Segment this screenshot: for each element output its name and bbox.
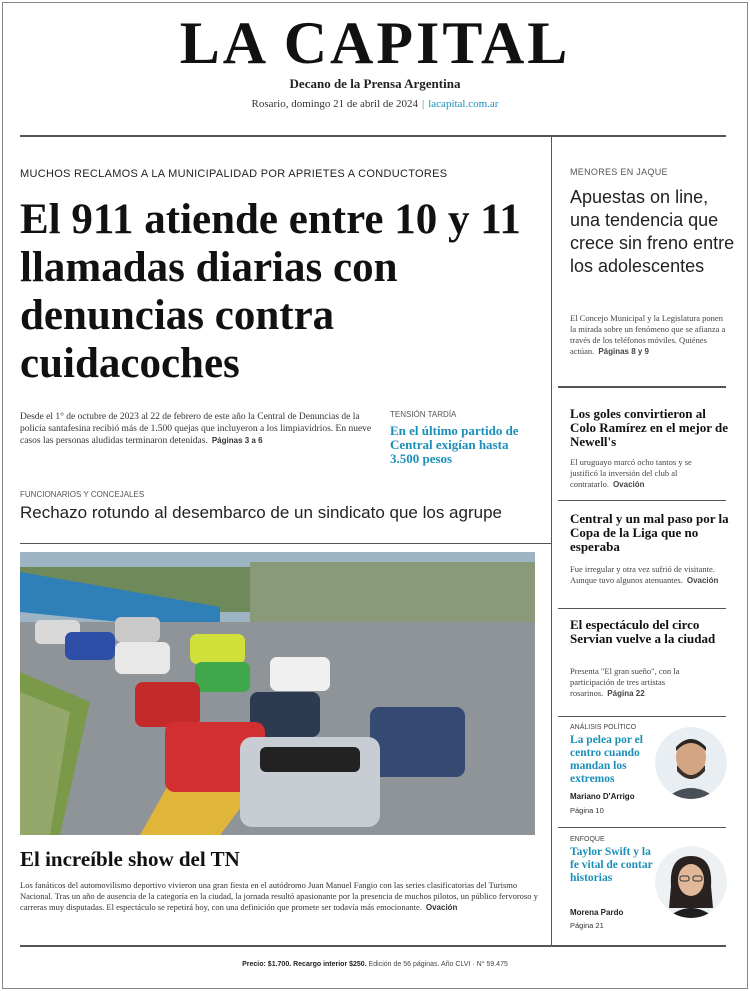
sub-story-kicker: FUNCIONARIOS Y CONCEJALES xyxy=(20,490,145,499)
column-2-kicker: ENFOQUE xyxy=(570,836,605,843)
lead-kicker: MUCHOS RECLAMOS A LA MUNICIPALIDAD POR APRIETES A CONDUCTORES xyxy=(20,168,448,180)
photo-story-page-ref: Ovación xyxy=(425,903,458,912)
rc-top-body-text: El Concejo Municipal y la Legislatura ponen la mirada sobre un fenómeno que se afianza a través de los teléfonos móviles. Quiénes actúan. xyxy=(570,313,726,356)
rc-story-3-page-ref: Página 22 xyxy=(607,689,645,698)
avatar-columnist-1 xyxy=(655,727,727,799)
photo-story-text: Los fanáticos del automovilismo deportivo vivieron una gran fiesta en el autódromo Juan Manuel Fangio con las series clasificatorias del Turismo Nacional. Tras un año de ausencia de la categoría en la ciudad, la jornada resultó apasionante por la presencia de muchos pilotos, un público fervoroso y carreras muy disputadas. El espectáculo se repetirá hoy, con una definición que promete ser todavía más emocionante. xyxy=(20,880,538,912)
rc-rule-1 xyxy=(558,386,726,388)
rc-story-1-body xyxy=(570,457,720,490)
race-photo[interactable] xyxy=(20,552,535,835)
column-2-author: Morena Pardo xyxy=(570,908,624,917)
lead-body xyxy=(20,411,380,447)
rc-story-2-body xyxy=(570,564,720,586)
bottom-rule xyxy=(20,945,726,947)
rc-rule-5 xyxy=(558,827,726,828)
footer xyxy=(0,961,750,968)
rc-story-3-headline[interactable]: El espectáculo del circo Servian vuelve a la ciudad xyxy=(570,617,716,646)
lead-body-text: Desde el 1° de octubre de 2023 al 22 de febrero de este año la Central de Denuncias de la policía santafesina recibió más de 1.500 quejas que incluyeron a los limpiavidrios. En nueve casos las personas aludidas terminaron detenidas. xyxy=(20,412,372,446)
sub-story-headline[interactable]: Rechazo rotundo al desembarco de un sindicato que los agrupe xyxy=(20,503,502,522)
footer-edition: Edición de 56 páginas. Año CLVI · N° 59.475 xyxy=(368,961,508,968)
dateline xyxy=(0,98,750,110)
rc-rule-2 xyxy=(558,500,726,501)
rc-story-2-page-ref: Ovación xyxy=(686,576,719,585)
rc-story-2-headline[interactable]: Central y un mal paso por la Copa de la Liga que no esperaba xyxy=(570,511,729,554)
site-link[interactable]: lacapital.com.ar xyxy=(428,98,499,110)
rc-rule-3 xyxy=(558,608,726,609)
rc-rule-4 xyxy=(558,716,726,717)
column-1-page-ref: Página 10 xyxy=(570,806,604,815)
lead-rule xyxy=(20,543,551,544)
side-story-kicker: TENSIÓN TARDÍA xyxy=(390,410,457,419)
column-1-kicker: ANÁLISIS POLÍTICO xyxy=(570,724,637,731)
column-1-headline[interactable]: La pelea por el centro cuando mandan los extremos xyxy=(570,734,643,785)
rc-top-kicker: MENORES EN JAQUE xyxy=(570,167,668,177)
column-2-headline[interactable]: Taylor Swift y la fe vital de contar historias xyxy=(570,846,653,884)
column-1-author: Mariano D'Arrigo xyxy=(570,792,635,801)
rc-story-2-text: Fue irregular y otra vez sufrió de visitante. Aunque tuvo algunos atenuantes. xyxy=(570,564,715,585)
column-2-page-ref: Página 21 xyxy=(570,921,604,930)
side-story-headline[interactable]: En el último partido de Central exigían hasta 3.500 pesos xyxy=(390,423,519,466)
avatar-columnist-2 xyxy=(655,846,727,918)
rc-story-3-text: Presenta "El gran sueño", con la participación de tres artistas rosarinos. xyxy=(570,666,680,698)
masthead-tagline: Decano de la Prensa Argentina xyxy=(289,76,461,91)
footer-surcharge: Recargo interior $250. xyxy=(293,961,367,968)
rc-top-body xyxy=(570,313,730,357)
top-rule xyxy=(20,135,726,137)
rc-story-1-text: El uruguayo marcó ocho tantos y se justificó la inversión del club al contratarlo. xyxy=(570,457,692,489)
rc-story-1-headline[interactable]: Los goles convirtieron al Colo Ramírez en el mejor de Newell's xyxy=(570,406,728,449)
race-photo-illustration xyxy=(20,552,535,835)
lead-page-ref: Páginas 3 a 6 xyxy=(211,436,263,445)
rc-story-3-body xyxy=(570,666,720,699)
rc-top-page-ref: Páginas 8 y 9 xyxy=(598,347,650,356)
footer-price: Precio: $1.700. xyxy=(242,961,292,968)
lead-headline[interactable]: El 911 atiende entre 10 y 11 llamadas diarias con denuncias contra cuidacoches xyxy=(20,196,521,387)
photo-story-body xyxy=(20,880,540,913)
edition-date: Rosario, domingo 21 de abril de 2024 xyxy=(251,98,419,110)
photo-story-headline[interactable]: El increíble show del TN xyxy=(20,847,240,871)
column-divider xyxy=(551,137,552,945)
rc-story-1-page-ref: Ovación xyxy=(612,480,645,489)
dateline-separator: | xyxy=(422,98,425,110)
masthead-title[interactable]: LA CAPITAL xyxy=(179,10,571,76)
rc-top-headline[interactable]: Apuestas on line, una tendencia que crece sin freno entre los adolescentes xyxy=(570,187,735,276)
